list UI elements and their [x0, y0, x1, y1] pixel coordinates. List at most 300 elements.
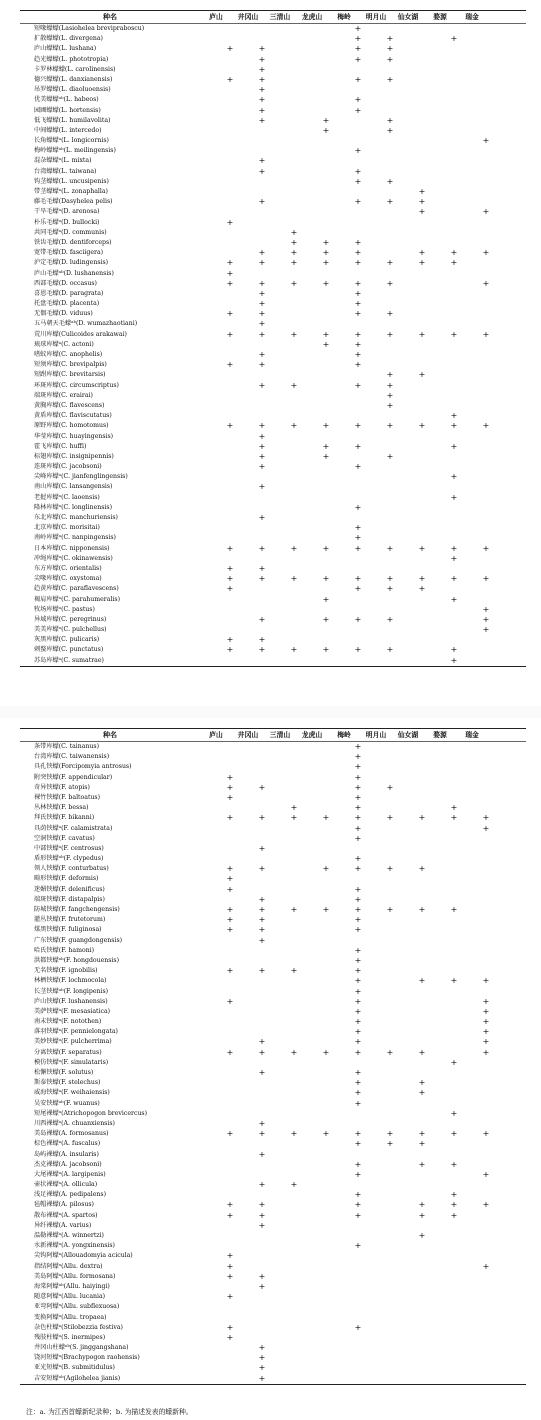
presence-cell: +	[418, 370, 426, 380]
presence-cell: +	[450, 645, 458, 655]
species-name: 长角蠓蠓ᵃ(L. longicornis)	[34, 137, 109, 145]
presence-cell: +	[418, 248, 426, 258]
species-name: 浅足裸蠓(A. pedipalens)	[34, 1191, 106, 1199]
presence-cell: +	[354, 288, 362, 298]
species-name: 奇异铗蠓(F. atopis)	[34, 783, 90, 791]
presence-cell: +	[258, 431, 266, 441]
table-row	[20, 1027, 526, 1037]
presence-cell: +	[418, 864, 426, 874]
presence-cell: +	[258, 44, 266, 54]
presence-cell: +	[482, 813, 490, 823]
species-name: 嗜蚊库蠓(C. anophelis)	[34, 351, 103, 358]
table-row	[20, 1139, 526, 1149]
presence-cell: +	[386, 1129, 394, 1139]
presence-cell: +	[354, 146, 362, 156]
species-name: 尖钩阿蠓ᵃ(Allouadomyia acicula)	[34, 1252, 133, 1260]
presence-cell: +	[258, 543, 266, 553]
header-species: 种名	[103, 12, 117, 21]
presence-cell: +	[354, 339, 362, 349]
presence-cell: +	[322, 125, 330, 135]
presence-cell: +	[386, 1139, 394, 1149]
species-name: 隆林库蠓ᵃ(C. longlinensis)	[34, 503, 112, 511]
table-row	[20, 207, 526, 217]
table-row	[20, 742, 526, 752]
header-species: 种名	[103, 730, 117, 739]
species-name: 林栖铗蠓(F. lochmocola)	[34, 977, 107, 985]
presence-cell: +	[354, 905, 362, 914]
table-row	[20, 370, 526, 380]
table-row	[20, 360, 526, 370]
presence-cell: +	[354, 813, 362, 823]
table-row	[20, 803, 526, 813]
species-name: 拜氏铗蠓(F. bikanni)	[34, 814, 95, 822]
presence-cell: +	[258, 64, 266, 74]
presence-cell: +	[258, 782, 266, 792]
species-name: 短尾裸蠓ᵃ(Atrichopogon brevicercus)	[34, 1109, 148, 1117]
presence-cell: +	[258, 1343, 266, 1353]
presence-cell: +	[226, 905, 234, 914]
table-row	[20, 1211, 526, 1221]
species-name: 洪都铗蠓ᵃᵇ(F. hongdouensis)	[34, 956, 120, 964]
presence-cell: +	[386, 543, 394, 553]
presence-cell: +	[450, 1108, 458, 1118]
species-name: 托盘毛蠓(D. placenta)	[34, 300, 100, 308]
table-row	[20, 1241, 526, 1251]
presence-cell: +	[386, 645, 394, 655]
presence-cell: +	[354, 1139, 362, 1149]
presence-cell: +	[354, 884, 362, 894]
species-name: 霍飞库蠓(C. huffi)	[34, 442, 87, 450]
species-name: 哈氏铗蠓(F. hamoni)	[34, 946, 95, 954]
species-name: 杂色柱蠓ᵃ(Stilobezzia festiva)	[34, 1323, 123, 1331]
presence-cell: +	[354, 976, 362, 986]
table-row	[20, 1048, 526, 1058]
presence-cell: +	[354, 1098, 362, 1108]
species-name: 优美蠓蠓ᵃᵇ(L. habeos)	[34, 96, 99, 104]
header-location: 庐山	[209, 731, 223, 739]
presence-cell: +	[258, 905, 266, 914]
table-row	[20, 595, 526, 605]
header-location: 梅岭	[337, 13, 351, 21]
table-row	[20, 956, 526, 966]
presence-cell: +	[226, 813, 234, 823]
table-row	[20, 34, 526, 44]
table-row	[20, 1007, 526, 1017]
presence-cell: +	[386, 380, 394, 390]
presence-cell: +	[482, 1169, 490, 1179]
presence-cell: +	[386, 400, 394, 410]
table-row	[20, 1129, 526, 1139]
presence-cell: +	[322, 1129, 330, 1139]
presence-cell: +	[450, 441, 458, 451]
presence-cell: +	[418, 258, 426, 268]
presence-cell: +	[354, 1241, 362, 1251]
table-row	[20, 966, 526, 976]
species-name: 东北库蠓(C. manchuriensis)	[34, 514, 118, 521]
presence-cell: +	[354, 176, 362, 186]
presence-cell: +	[450, 1200, 458, 1210]
table-row	[20, 462, 526, 472]
presence-cell: +	[322, 441, 330, 451]
table-row	[20, 472, 526, 482]
presence-cell: +	[322, 864, 330, 874]
presence-cell: +	[450, 258, 458, 268]
presence-cell: +	[290, 237, 298, 247]
presence-cell: +	[354, 772, 362, 782]
table-row	[20, 773, 526, 783]
table-row	[20, 752, 526, 762]
presence-cell: +	[482, 1006, 490, 1016]
presence-cell: +	[322, 543, 330, 553]
species-name: 短须库蠓(C. brevipalpis)	[34, 361, 107, 369]
species-name: 苏岛库蠓ᵃ(C. sumatrae)	[34, 656, 104, 664]
presence-cell: +	[258, 156, 266, 166]
species-name: 分离铗蠓(F. separatus)	[34, 1048, 102, 1056]
table-row	[20, 299, 526, 309]
presence-cell: +	[386, 176, 394, 186]
presence-cell: +	[258, 482, 266, 492]
presence-cell: +	[354, 823, 362, 833]
presence-cell: +	[450, 553, 458, 563]
presence-cell: +	[258, 935, 266, 945]
presence-cell: +	[354, 166, 362, 176]
presence-cell: +	[322, 115, 330, 125]
table-row	[20, 75, 526, 85]
species-name: 斯泰铗蠓(F. stelechus)	[34, 1079, 101, 1087]
presence-cell: +	[450, 594, 458, 604]
presence-cell: +	[418, 813, 426, 823]
presence-cell: +	[354, 1088, 362, 1098]
table-row	[20, 976, 526, 986]
presence-cell: +	[226, 1200, 234, 1210]
table-row	[20, 1292, 526, 1302]
presence-cell: +	[482, 625, 490, 635]
presence-cell: +	[226, 563, 234, 573]
species-name: 丛林铗蠓(F. bessa)	[34, 804, 89, 812]
presence-cell: +	[354, 380, 362, 390]
presence-cell: +	[322, 421, 330, 431]
species-name: 领人铗蠓(F. conturbatus)	[34, 865, 109, 873]
table-row	[20, 146, 526, 156]
presence-cell: +	[354, 462, 362, 472]
table-row	[20, 513, 526, 523]
species-name: 长茎铗蠓ᵃᵇ(F. longipenis)	[34, 987, 109, 995]
header-location: 婺源	[433, 13, 447, 21]
species-name: 南末铗蠓ᵃ(F. notothen)	[34, 1018, 102, 1026]
presence-cell: +	[354, 614, 362, 624]
presence-cell: +	[354, 1068, 362, 1077]
presence-cell: +	[482, 823, 490, 833]
presence-cell: +	[354, 1210, 362, 1220]
presence-cell: +	[258, 1149, 266, 1159]
presence-cell: +	[386, 782, 394, 792]
species-name: 短跗库蠓(C. brevitarsis)	[34, 371, 106, 379]
presence-cell: +	[418, 1231, 426, 1240]
table-row	[20, 523, 526, 533]
header-locations	[200, 729, 488, 741]
presence-cell: +	[354, 645, 362, 655]
table-row	[20, 1150, 526, 1160]
header-location: 明月山	[365, 731, 387, 739]
species-name: 庐山蠓蠓(L. lushana)	[34, 45, 97, 53]
presence-cell: +	[226, 217, 234, 227]
table-row	[20, 925, 526, 935]
species-name: 中间蠓蠓(L. intercedo)	[34, 126, 102, 134]
presence-cell: +	[322, 339, 330, 349]
table-row	[20, 834, 526, 844]
species-name: 荒川库蠓(Culicoides arakawai)	[34, 330, 127, 338]
presence-cell: +	[226, 329, 234, 339]
presence-cell: +	[258, 614, 266, 624]
presence-cell: +	[290, 803, 298, 813]
presence-cell: +	[450, 813, 458, 823]
species-name: 井冈山柱蠓ᵃᵇ(S. jinggangshana)	[34, 1344, 129, 1352]
species-name: 川西裸蠓ᵃ(A. chuanxiensis)	[34, 1119, 115, 1127]
presence-cell: +	[226, 1210, 234, 1220]
presence-cell: +	[226, 74, 234, 84]
presence-cell: +	[482, 1037, 490, 1047]
presence-cell: +	[258, 105, 266, 115]
species-name: 防城铗蠓(F. fangchengensis)	[34, 906, 120, 913]
species-name: 黄盾库蠓(C. flaviscutatus)	[34, 412, 112, 420]
species-name: 宽带毛蠓(D. fasciigera)	[34, 249, 104, 257]
presence-cell: +	[482, 421, 490, 431]
header-location: 庐山	[209, 13, 223, 21]
presence-cell: +	[258, 1180, 266, 1190]
presence-cell: +	[290, 248, 298, 258]
presence-cell: +	[482, 278, 490, 288]
presence-cell: +	[354, 762, 362, 772]
presence-cell: +	[354, 350, 362, 359]
species-name: 无名铗蠓(F. ignobilis)	[34, 967, 98, 975]
presence-cell: +	[354, 986, 362, 996]
presence-cell: +	[226, 278, 234, 288]
table-row	[20, 1302, 526, 1312]
table-row	[20, 615, 526, 625]
table-row	[20, 895, 526, 905]
table-row	[20, 493, 526, 503]
table-row	[20, 1323, 526, 1333]
table-row	[20, 1109, 526, 1119]
species-name: 水新裸蠓ᵃ(A. yongxinensis)	[34, 1242, 115, 1250]
presence-cell: +	[354, 329, 362, 339]
presence-cell: +	[354, 803, 362, 813]
table-row	[20, 1190, 526, 1200]
presence-cell: +	[450, 329, 458, 339]
table-row	[20, 574, 526, 584]
presence-cell: +	[258, 380, 266, 390]
presence-cell: +	[482, 329, 490, 339]
table-row	[20, 533, 526, 543]
species-name: 五马朝天毛蠓ᵃᵇ(D. wumazhaotiani)	[34, 320, 138, 328]
table-row	[20, 1099, 526, 1109]
species-name: 老挝库蠓ᵃ(C. laoensis)	[34, 493, 100, 501]
species-name: 喜恩毛蠓(D. paragrata)	[34, 289, 104, 297]
species-name: 吊罗蠓蠓(L. diaoluoensis)	[34, 86, 111, 94]
species-name: 美岛裸蠓(A. formosanus)	[34, 1130, 109, 1138]
presence-cell: +	[450, 1129, 458, 1139]
table-row	[20, 1272, 526, 1282]
species-name: 端斑铗蠓(F. distapalpis)	[34, 895, 105, 903]
table-row	[20, 915, 526, 925]
presence-cell: +	[418, 329, 426, 339]
species-name: 尖峰库蠓ᵃ(C. jianfenglingensis)	[34, 473, 128, 481]
presence-cell: +	[258, 1037, 266, 1047]
presence-cell: +	[258, 74, 266, 84]
presence-cell: +	[226, 1251, 234, 1261]
presence-cell: +	[258, 1281, 266, 1291]
table-row	[20, 156, 526, 166]
presence-cell: +	[322, 278, 330, 288]
presence-cell: +	[258, 635, 266, 645]
species-name: 园圃蠓蠓(L. hortensis)	[34, 106, 101, 114]
species-name: 随意阿蠓ᵃ(Allu. lucania)	[34, 1293, 106, 1301]
species-name: 低飞蠓蠓(L. humilavolita)	[34, 116, 111, 124]
table-row	[20, 656, 526, 666]
presence-cell: +	[354, 237, 362, 247]
table-row	[20, 1058, 526, 1068]
presence-cell: +	[386, 125, 394, 135]
table-row	[20, 106, 526, 116]
presence-cell: +	[354, 742, 362, 751]
presence-cell: +	[258, 1210, 266, 1220]
presence-cell: +	[354, 574, 362, 584]
presence-cell: +	[418, 421, 426, 431]
table-row	[20, 218, 526, 228]
presence-cell: +	[226, 1271, 234, 1281]
table-row	[20, 987, 526, 997]
species-name: 牧场库蠓ᵃ(C. pastus)	[34, 605, 95, 613]
presence-cell: +	[258, 248, 266, 258]
species-name: 庐山毛蠓ᵃᵇ(D. lushanensis)	[34, 269, 114, 277]
species-name: 趋黄库蠓(C. paraflavescens)	[34, 585, 119, 593]
table-row	[20, 1017, 526, 1027]
table-row	[20, 864, 526, 874]
presence-cell: +	[386, 278, 394, 288]
table-body-1	[20, 24, 526, 666]
presence-cell: +	[226, 1129, 234, 1139]
presence-cell: +	[386, 44, 394, 54]
presence-cell: +	[354, 248, 362, 258]
table-row	[20, 1119, 526, 1129]
presence-cell: +	[258, 85, 266, 95]
presence-cell: +	[418, 574, 426, 584]
table-row	[20, 645, 526, 655]
presence-cell: +	[290, 574, 298, 584]
table-row	[20, 635, 526, 645]
table-header	[20, 11, 526, 23]
table-row	[20, 65, 526, 75]
presence-cell: +	[354, 1017, 362, 1027]
table-row	[20, 793, 526, 803]
species-name: 壶状裸蠓ᵃ(A. ollicula)	[34, 1181, 98, 1189]
table-row	[20, 258, 526, 268]
presence-cell: +	[354, 894, 362, 904]
presence-cell: +	[450, 1159, 458, 1169]
table-row	[20, 55, 526, 65]
presence-cell: +	[482, 248, 490, 258]
page-gap	[0, 706, 541, 718]
presence-cell: +	[354, 197, 362, 207]
presence-cell: +	[354, 1047, 362, 1057]
table-row	[20, 1160, 526, 1170]
presence-cell: +	[418, 1078, 426, 1088]
presence-cell: +	[258, 1129, 266, 1139]
species-name: 铁齿毛蠓(D. dentiforceps)	[34, 238, 112, 246]
presence-cell: +	[386, 54, 394, 64]
presence-cell: +	[354, 945, 362, 955]
table-row	[20, 936, 526, 946]
presence-cell: +	[258, 329, 266, 339]
table-row	[20, 319, 526, 329]
presence-cell: +	[290, 813, 298, 823]
presence-cell: +	[386, 34, 394, 44]
presence-cell: +	[482, 1027, 490, 1037]
presence-cell: +	[354, 54, 362, 64]
species-name: 美妙铗蠓ᵃ(F. pulcherrima)	[34, 1038, 112, 1046]
species-name: 亚弯阿蠓ᵃ(Allu. subflexuosa)	[34, 1303, 120, 1311]
table-row	[20, 1200, 526, 1210]
species-name: 畸形铗蠓(F. deformis)	[34, 875, 99, 883]
table-row	[20, 1180, 526, 1190]
presence-cell: +	[450, 421, 458, 431]
table-row	[20, 1363, 526, 1373]
species-name: 冲绳库蠓ᵃ(C. okinawensis)	[34, 554, 113, 562]
presence-cell: +	[258, 915, 266, 925]
presence-cell: +	[354, 1159, 362, 1169]
presence-cell: +	[258, 574, 266, 584]
presence-cell: +	[258, 645, 266, 655]
presence-cell: +	[354, 752, 362, 762]
species-name: 环斑库蠓(C. circumscriptus)	[34, 381, 119, 389]
presence-cell: +	[258, 350, 266, 359]
table-row	[20, 1231, 526, 1241]
presence-cell: +	[226, 258, 234, 268]
presence-cell: +	[450, 543, 458, 553]
presence-cell: +	[386, 614, 394, 624]
presence-cell: +	[226, 864, 234, 874]
presence-cell: +	[258, 115, 266, 125]
presence-cell: +	[258, 513, 266, 522]
header-location: 龙虎山	[301, 13, 323, 21]
presence-cell: +	[386, 574, 394, 584]
species-name: 带茎蠓蠓ᵃ(L. zonaphalla)	[34, 188, 108, 195]
presence-cell: +	[226, 1292, 234, 1302]
presence-cell: +	[450, 905, 458, 914]
species-name: 短喙蠓蠓(Lasiohelea brevipraboscu)	[34, 25, 145, 32]
table-row	[20, 503, 526, 513]
species-name: 具孔铗蠓(Forcipomyia antrosus)	[34, 763, 132, 771]
presence-cell: +	[258, 1373, 266, 1383]
presence-cell: +	[226, 309, 234, 319]
presence-cell: +	[354, 533, 362, 543]
presence-cell: +	[386, 258, 394, 268]
table-row	[20, 762, 526, 772]
species-name: 吉安短蠓ᵃᵇ(Agilohelea jianis)	[34, 1374, 121, 1382]
presence-cell: +	[482, 1200, 490, 1210]
presence-cell: +	[418, 1129, 426, 1139]
presence-cell: +	[450, 976, 458, 986]
species-name: 美美库蠓ᵃ(C. pulchellus)	[34, 626, 107, 634]
table-row	[20, 946, 526, 956]
presence-cell: +	[226, 543, 234, 553]
presence-cell: +	[258, 1363, 266, 1373]
presence-cell: +	[290, 278, 298, 288]
presence-cell: +	[290, 258, 298, 268]
table-row	[20, 167, 526, 177]
species-name: 模仿铗蠓ᵃ(F. simulataris)	[34, 1058, 109, 1066]
presence-cell: +	[226, 874, 234, 884]
